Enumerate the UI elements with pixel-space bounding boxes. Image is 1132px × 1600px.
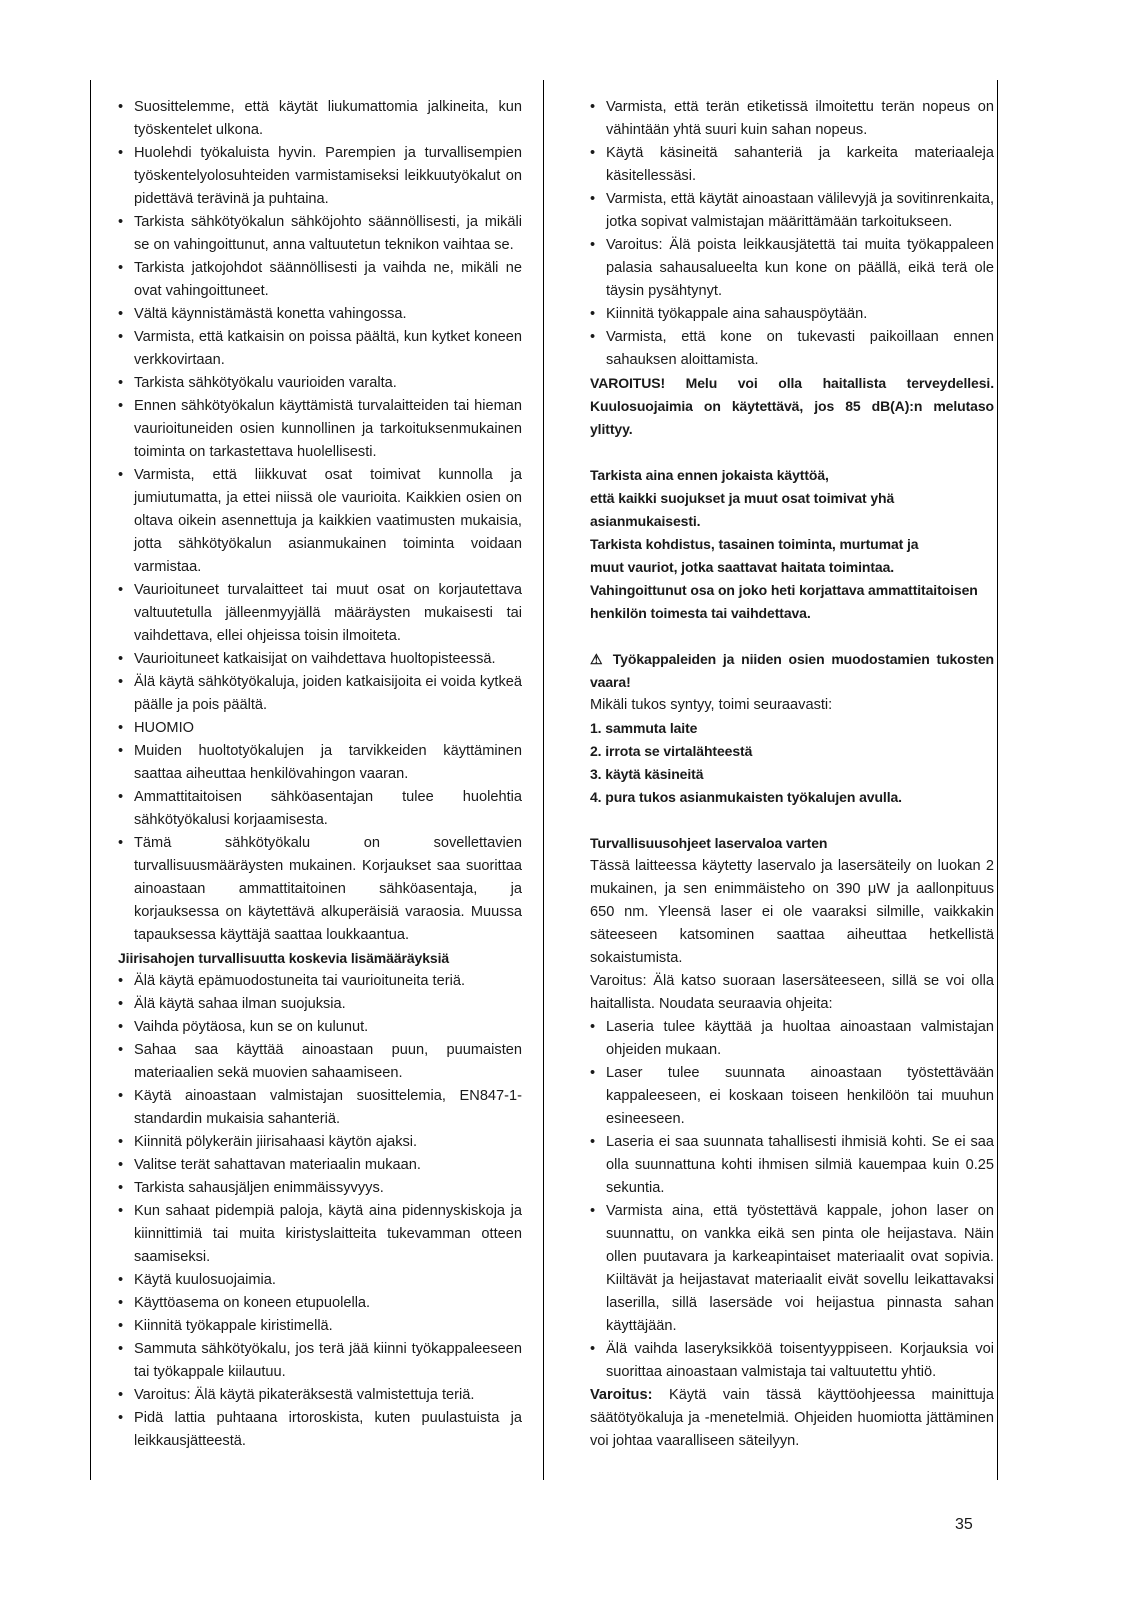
right-column xyxy=(590,96,994,1453)
warning-triangle-icon: ⚠ xyxy=(590,651,603,667)
laser-paragraph-1: Tässä laitteessa käytetty laservalo ja lasersäteily on luokan 2 mukainen, ja sen enimmäisteho on 390 μW ja aallonpituus 650 nm. Yleensä laser ei ole vaaraksi silmille, vaikkakin säteeseen katsominen saattaa aiheuttaa hetkellistä sokaistumista. xyxy=(590,858,994,966)
list-item: • Varmista, että liikkuvat osat toimivat kunnolla ja jumiutumatta, ja ettei niissä ole vaurioita. Kaikkien osien on oltava oikein asennettuja ja kaikkien vaatimusten mukaisia, jotta sähkötyökalun asianmukainen toiminta voidaan varmistaa. xyxy=(118,464,522,579)
list-item: • Käytä kuulosuojaimia. xyxy=(118,1269,522,1292)
list-item: • Varmista, että katkaisin on poissa päältä, kun kytket koneen verkkovirtaan. xyxy=(118,326,522,372)
list-item: • Varoitus: Älä käytä pikateräksestä valmistettuja teriä. xyxy=(118,1384,522,1407)
list-item: • Kun sahaat pidempiä paloja, käytä aina pidennyskiskoja ja kiinnittimiä tai muita kiristyslaitteita tukevamman otteen saamiseksi. xyxy=(118,1200,522,1269)
left-margin-rule xyxy=(90,80,91,1480)
list-item: • Kiinnitä työkappale kiristimellä. xyxy=(118,1315,522,1338)
list-item: • Älä käytä epämuodostuneita tai vaurioituneita teriä. xyxy=(118,970,522,993)
list-item: • Varoitus: Älä poista leikkausjätettä tai muita työkappaleen palasia sahausalueelta kun kone on päällä, eikä terä ole täysin pysähtynyt. xyxy=(590,234,994,303)
list-item: • Kiinnitä pölykeräin jiirisahaasi käytön ajaksi. xyxy=(118,1131,522,1154)
list-item: • Varmista aina, että työstettävä kappale, johon laser on suunnattu, on vankka eikä sen pinta ole heijastava. Näin ollen puutavara ja karkeapintaiset materiaalit ovat sopivia. Kiiltävät ja heijastavat materiaalit eivät sovellu leikattavaksi laserilla, sillä lasersäde voi heijastua pinnasta sahan käyttäjään. xyxy=(590,1200,994,1338)
laser-paragraph-2: Varoitus: Älä katso suoraan lasersäteeseen, sillä se voi olla haitallista. Noudata seuraavia ohjeita: xyxy=(590,973,994,1012)
hazard-heading-text: Työkappaleiden ja niiden osien muodostamien tukosten vaara! xyxy=(590,651,994,690)
hazard-step: 2. irrota se virtalähteestä xyxy=(590,743,753,759)
saw-safety-list xyxy=(590,96,994,372)
laser-heading: Turvallisuusohjeet laservaloa varten xyxy=(590,835,828,851)
list-item: • Tarkista sähkötyökalu vaurioiden varalta. xyxy=(118,372,522,395)
hazard-step: 3. käytä käsineitä xyxy=(590,766,704,782)
list-item: • Ammattitaitoisen sähköasentajan tulee huolehtia sähkötyökalusi korjaamisesta. xyxy=(118,786,522,832)
list-item: • Pidä lattia puhtaana irtoroskista, kuten puulastuista ja leikkausjätteestä. xyxy=(118,1407,522,1453)
list-item: • Vältä käynnistämästä konetta vahingossa. xyxy=(118,303,522,326)
miter-saw-heading: Jiirisahojen turvallisuutta koskevia lisämääräyksiä xyxy=(118,950,450,966)
list-item: • Kiinnitä työkappale aina sahauspöytään. xyxy=(590,303,994,326)
laser-list xyxy=(590,1016,994,1384)
list-item: • Suosittelemme, että käytät liukumattomia jalkineita, kun työskentelet ulkona. xyxy=(118,96,522,142)
page-number: 35 xyxy=(955,1516,973,1533)
list-item: • HUOMIO xyxy=(118,717,522,740)
hazard-intro: Mikäli tukos syntyy, toimi seuraavasti: xyxy=(590,697,833,713)
list-item: • Älä käytä sähkötyökaluja, joiden katkaisijoita ei voida kytkeä päälle ja pois päältä. xyxy=(118,671,522,717)
list-item: • Tarkista sahausjäljen enimmäissyvyys. xyxy=(118,1177,522,1200)
hazard-steps xyxy=(590,717,994,809)
list-item: • Varmista, että käytät ainoastaan välilevyjä ja sovitinrenkaita, jotka sopivat valmistajan määrittämään tarkoitukseen. xyxy=(590,188,994,234)
center-column-rule xyxy=(543,80,544,1480)
list-item: • Laseria tulee käyttää ja huoltaa ainoastaan valmistajan ohjeiden mukaan. xyxy=(590,1016,994,1062)
list-item: • Käyttöasema on koneen etupuolella. xyxy=(118,1292,522,1315)
list-item: • Käytä ainoastaan valmistajan suosittelemia, EN847-1-standardin mukaisia sahanteriä. xyxy=(118,1085,522,1131)
list-item: • Sammuta sähkötyökalu, jos terä jää kiinni työkappaleeseen tai työkappale kiilautuu. xyxy=(118,1338,522,1384)
list-item: • Valitse terät sahattavan materiaalin mukaan. xyxy=(118,1154,522,1177)
inspection-line: Tarkista kohdistus, tasainen toiminta, murtumat ja xyxy=(590,536,919,552)
hazard-heading xyxy=(590,648,994,694)
list-item: • Laser tulee suunnata ainoastaan työstettävään kappaleeseen, ei koskaan toiseen henkilöön tai muuhun esineeseen. xyxy=(590,1062,994,1131)
inspection-block xyxy=(590,464,994,625)
list-item: • Varmista, että terän etiketissä ilmoitettu terän nopeus on vähintään yhtä suuri kuin sahan nopeus. xyxy=(590,96,994,142)
inspection-line: Vahingoittunut osa on joko heti korjattava ammattitaitoisen henkilön toimesta tai vaihdettava. xyxy=(590,582,978,621)
list-item: • Sahaa saa käyttää ainoastaan puun, puumaisten materiaalien sekä muovien sahaamiseen. xyxy=(118,1039,522,1085)
list-item: • Vaurioituneet turvalaitteet tai muut osat on korjautettava valtuutetulla jälleenmyyjällä määräysten mukaisesti tai vaihdettava, ellei ohjeissa toisin ilmoiteta. xyxy=(118,579,522,648)
inspection-line: muut vauriot, jotka saattavat haitata toimintaa. xyxy=(590,559,895,575)
noise-warning: VAROITUS! Melu voi olla haitallista terveydellesi. Kuulosuojaimia on käytettävä, jos 85 dB(A):n melutaso ylittyy. xyxy=(590,375,994,437)
list-item: • Tämä sähkötyökalu on sovellettavien turvallisuusmääräysten mukainen. Korjaukset saa suorittaa ainoastaan ammattitaitoinen sähköasentaja, ja korjauksessa on käytettävä alkuperäisiä varaosia. Muussa tapauksessa käyttäjä saattaa loukkaantua. xyxy=(118,832,522,947)
safety-list xyxy=(118,96,522,947)
list-item: • Älä käytä sahaa ilman suojuksia. xyxy=(118,993,522,1016)
list-item: • Tarkista sähkötyökalun sähköjohto säännöllisesti, ja mikäli se on vahingoittunut, anna valtuutetun teknikon vaihtaa se. xyxy=(118,211,522,257)
list-item: • Älä vaihda laseryksikköä toisentyyppiseen. Korjauksia voi suorittaa ainoastaan valmistaja tai valtuutettu yhtiö. xyxy=(590,1338,994,1384)
list-item: • Varmista, että kone on tukevasti paikoillaan ennen sahauksen aloittamista. xyxy=(590,326,994,372)
list-item: • Laseria ei saa suunnata tahallisesti ihmisiä kohti. Se ei saa olla suunnattuna kohti ihmisen silmiä kauempaa kuin 0.25 sekuntia. xyxy=(590,1131,994,1200)
list-item: • Tarkista jatkojohdot säännöllisesti ja vaihda ne, mikäli ne ovat vahingoittuneet. xyxy=(118,257,522,303)
final-warning xyxy=(590,1384,994,1453)
inspection-line: että kaikki suojukset ja muut osat toimivat yhä asianmukaisesti. xyxy=(590,490,895,529)
list-item: • Käytä käsineitä sahanteriä ja karkeita materiaaleja käsitellessäsi. xyxy=(590,142,994,188)
list-item: • Muiden huoltotyökalujen ja tarvikkeiden käyttäminen saattaa aiheuttaa henkilövahingon vaaran. xyxy=(118,740,522,786)
list-item: • Vaurioituneet katkaisijat on vaihdettava huoltopisteessä. xyxy=(118,648,522,671)
left-column xyxy=(118,96,522,1453)
miter-saw-list xyxy=(118,970,522,1453)
inspection-line: Tarkista aina ennen jokaista käyttöä, xyxy=(590,467,829,483)
final-warning-label: Varoitus: xyxy=(590,1387,653,1403)
hazard-step: 1. sammuta laite xyxy=(590,720,698,736)
list-item: • Vaihda pöytäosa, kun se on kulunut. xyxy=(118,1016,522,1039)
right-margin-rule xyxy=(997,80,998,1480)
list-item: • Huolehdi työkaluista hyvin. Parempien ja turvallisempien työskentelyolosuhteiden varmistamiseksi leikkuutyökalut on pidettävä terävinä ja puhtaina. xyxy=(118,142,522,211)
final-warning-text: Käytä vain tässä käyttöohjeessa mainittuja säätötyökaluja ja -menetelmiä. Ohjeiden huomiotta jättäminen voi johtaa vaaralliseen säteilyyn. xyxy=(590,1387,994,1449)
hazard-step: 4. pura tukos asianmukaisten työkalujen avulla. xyxy=(590,789,902,805)
list-item: • Ennen sähkötyökalun käyttämistä turvalaitteiden tai hieman vaurioituneiden osien kunnollinen ja tarkoituksenmukainen toiminta on tarkastettava huolellisesti. xyxy=(118,395,522,464)
